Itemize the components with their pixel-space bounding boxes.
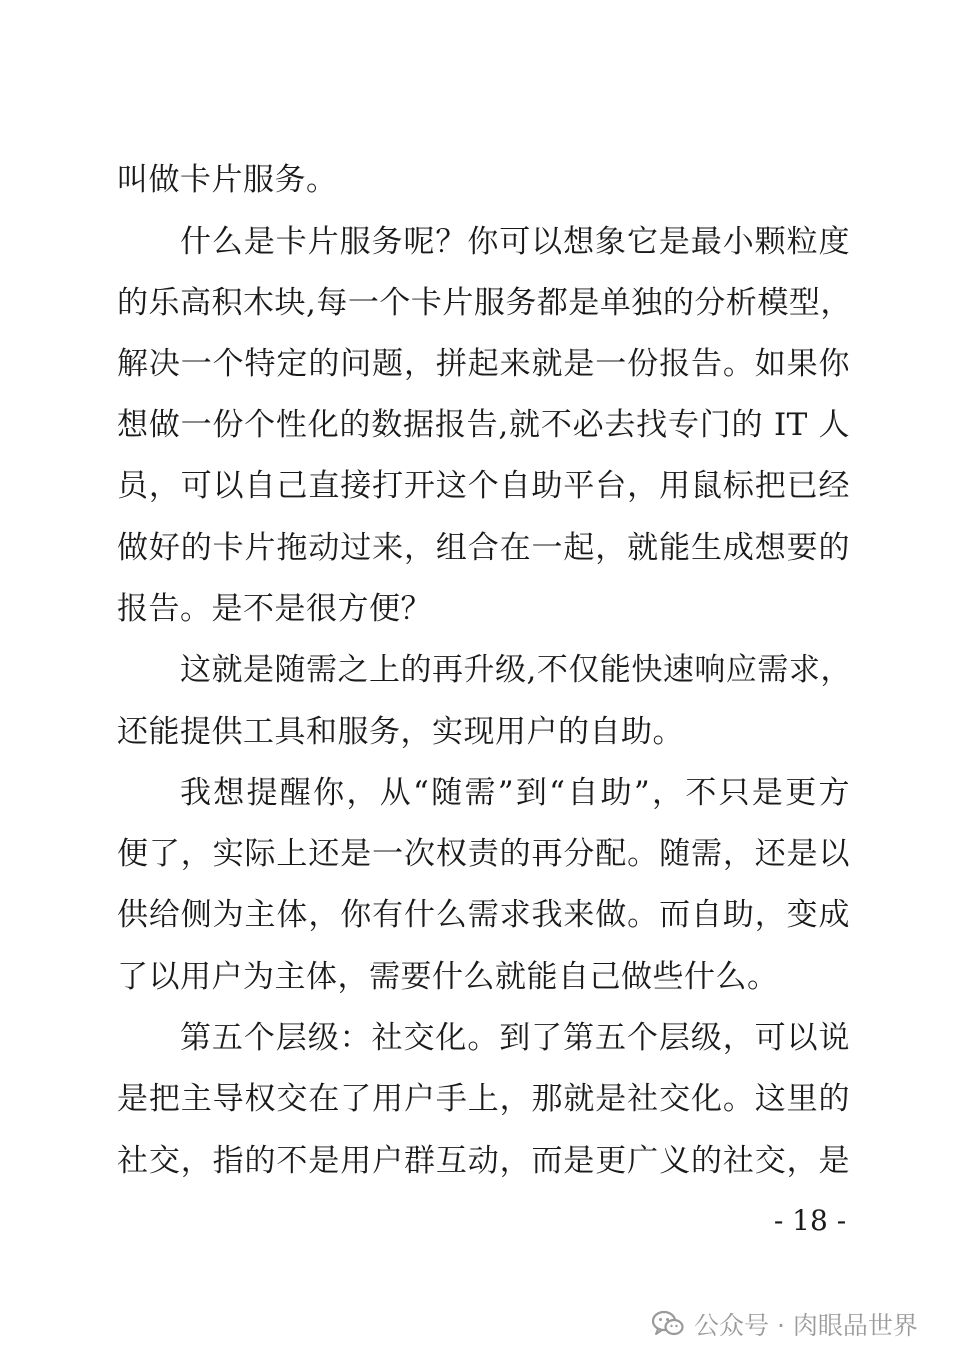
text-line: 叫做卡片服务。	[117, 162, 338, 198]
text-line: 是把主导权交在了用户手上，那就是社交化。这里的	[117, 1081, 850, 1117]
text-line: 便了，实际上还是一次权责的再分配。随需，还是以	[117, 836, 850, 872]
text-line: 供给侧为主体，你有什么需求我来做。而自助，变成	[117, 897, 850, 933]
text-line: 我想提醒你，从“随需”到“自助”，不只是更方	[180, 775, 851, 811]
wechat-icon	[652, 1310, 684, 1338]
page-number: - 18 -	[773, 1204, 847, 1237]
text-line: 的乐高积木块,每一个卡片服务都是单独的分析模型，	[117, 285, 852, 321]
text-line: 员，可以自己直接打开这个自助平台，用鼠标把已经	[117, 468, 850, 504]
text-line: 解决一个特定的问题，拼起来就是一份报告。如果你	[117, 346, 850, 382]
watermark-text: 公众号 · 肉眼品世界	[694, 1311, 918, 1340]
text-line: 了以用户为主体，需要什么就能自己做些什么。	[117, 959, 779, 995]
text-line: 报告。是不是很方便？	[117, 591, 432, 627]
watermark	[652, 1304, 918, 1344]
text-line: 第五个层级：社交化。到了第五个层级，可以说	[180, 1020, 850, 1056]
text-line: 想做一份个性化的数据报告,就不必去找专门的 IT 人	[117, 407, 850, 443]
text-line: 这就是随需之上的再升级,不仅能快速响应需求，	[180, 652, 852, 688]
text-line: 还能提供工具和服务，实现用户的自助。	[117, 714, 684, 750]
text-line: 社交，指的不是用户群互动，而是更广义的社交，是	[117, 1143, 850, 1179]
text-line: 做好的卡片拖动过来，组合在一起，就能生成想要的	[117, 530, 850, 566]
text-line: 什么是卡片服务呢？你可以想象它是最小颗粒度	[180, 224, 850, 260]
